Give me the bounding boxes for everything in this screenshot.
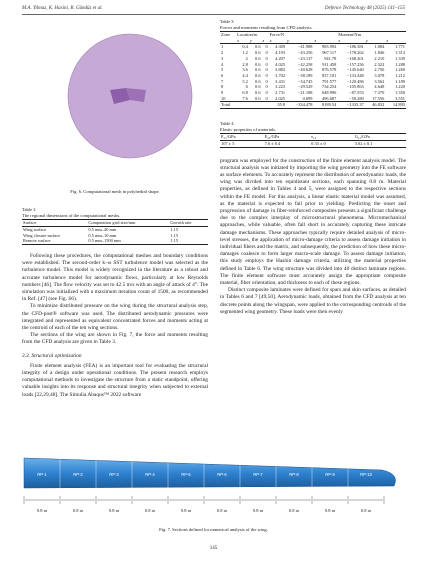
table-cell: 496.687: [322, 95, 337, 101]
table-cell: 791.577: [322, 78, 337, 84]
table-cell: 0: [265, 50, 268, 56]
table-cell: 3.225: [275, 84, 286, 90]
table3-subheader: y: [365, 37, 368, 43]
table4-title: Table 4: [220, 121, 234, 127]
table2-header-surface: Surface: [23, 220, 37, 226]
page-number: 145: [209, 546, 218, 551]
table2-subtitle: The regional dimensions of the computational meshs.: [22, 213, 121, 219]
table-cell: 2.8: [242, 61, 248, 67]
table-cell: −334.478: [295, 102, 313, 108]
table-cell: 1.15: [170, 238, 179, 244]
table-cell: 911.458: [322, 61, 337, 67]
body-paragraph: Distinct composite laminates were defined for spars and skin surfaces, as detailed in Tables 6 and 7 [49,50]. Aerodynamic loads, obtained from the CFD analysis at ten discrete points along the wingspan, were applied to the corresponding centroids of the segmented wing geometry. These loads were then evenly: [220, 287, 406, 315]
dimension-label: 0.8 m: [252, 508, 264, 513]
table3-header-moment: Moment/Nm: [338, 32, 361, 37]
table-cell: 0: [265, 67, 268, 73]
table2-title: Table 2: [22, 207, 36, 213]
table-cell: 1.288: [395, 61, 405, 67]
table3-subtitle: Forces and moments resulting from CFD analysis.: [220, 25, 313, 30]
table-cell: 0: [265, 84, 268, 90]
body-paragraph: Following these procedures, the computational meshes and boundary conditions were established. The second-order k–ω SST turbulence model was selected as the turbulence model. This model is widely recognized in the literature as a robust and accurate turbulence model for aerodynamic flows, particularly at low Reynolds numbers [46]. The flow velocity was set to 42.5 m/s with an angle of attack of 4°. The simulation was initialized with a maximum iteration count of 1500, as recommended in Ref. [47] (see Fig. S6).: [22, 253, 208, 303]
dimension-label: 0.8 m: [288, 508, 300, 513]
table4-header: E₂₂/GPa: [264, 134, 280, 140]
table-cell: 1.339: [395, 55, 405, 61]
table-cell: 0.6: [255, 67, 261, 73]
table-cell: 3.562: [374, 78, 385, 84]
table3-subheader: y: [249, 37, 252, 43]
table-cell: 0.099: [302, 95, 313, 101]
body-paragraph: program was employed for the construction of the finite element analysis model. The structural analysis was initiated by importing the wing geometry into the FE software as surface elements. To accurately represent the distribution of aerodynamic loads, the wing was divided into ten equidistant sections, each spanning 0.8 m. Material properties, as defined in Tables 4 and 5, were assigned to the respective sections within the FE model. For this analysis, a linear elastic material model was assumed, as the material is expected to fail prior to yielding. Predicting the onset and progression of damage in fiber-reinforced composites presents a significant challenge due to the complex interplay of microstructural phenomena. Micromechanical approaches, while valuable, often fall short in accurately capturing these intricate damage mechanisms. These approaches typically require detailed analysis of micro-level stresses, the application of micro-damage criteria to assess damage initiation in individual fibers and the matrix, and subsequently, the prediction of how these micro-damages coalesce to form larger macro-scale damage. To assess damage initiation, this study employs the Hashin damage criteria, utilizing the material properties defined in Table 6. The wing structure was divided into 40 distinct laminate regions. The finite element software must accurately assign the appropriate composite material, fiber orientation, and thickness to each of these regions.: [220, 157, 406, 286]
table-cell: 0.33 ± 0: [311, 140, 326, 146]
table-cell: [262, 102, 269, 109]
table-cell: −168.201: [346, 55, 364, 61]
fig7-caption: Fig. 7. Sections defined for numerical analysis of the wing.: [159, 527, 268, 532]
table-cell: Wing surface: [23, 226, 47, 232]
table-cell: 6: [245, 84, 248, 90]
table-cell: 0.5 mm–1500 mm: [88, 238, 121, 244]
table-cell: −21.188: [297, 90, 313, 96]
section-label: RP-6: [217, 472, 227, 477]
table-cell: 14.893: [392, 102, 405, 108]
table-cell: 1.189: [395, 78, 405, 84]
body-paragraph: To minimize distributed pressure on the wing during the structural analysis step, the CFD-post® software was used. The distributed aerodynamic pressures were integrated and represented as equivalent concentrated forces and moments acting at the centroid of each of the ten wing sections.: [22, 303, 208, 332]
table-cell: 3.02 ± 0.1: [354, 140, 373, 146]
table-cell: 0.5 mm–10 mm: [88, 232, 117, 238]
running-header-journal: Defence Technology 48 (2025) 141–155: [324, 6, 405, 11]
table-cell: 1.15: [170, 232, 179, 238]
table-cell: 0: [265, 72, 268, 78]
table-row: [22, 238, 208, 244]
dimension-label: 0.8 m: [180, 508, 192, 513]
body-paragraph: Finite element analysis (FEA) is an important tool for evaluating the structural integrity of a design under operational conditions. The present research employs computational methods to investigate the structure from a static standpoint, offering valuable insights into its response and structural integrity when subjected to external loads [22,29,48]. The Simulia Abaqus™ 2022 software: [22, 362, 208, 398]
header-rule: [22, 14, 405, 15]
section-label: RP-8: [289, 472, 299, 477]
table-cell: Remote surface: [23, 238, 51, 244]
table-cell: 0: [265, 61, 268, 67]
table-cell: 107 ± 5: [221, 140, 235, 146]
table-total-row: [220, 102, 406, 109]
table-cell: 8: [221, 84, 224, 90]
table-cell: 3.551: [395, 95, 405, 101]
table-cell: 2.025: [275, 95, 286, 101]
table2-header-grid: Computation grid size/mm: [88, 220, 136, 226]
table-cell: 3.431: [275, 78, 286, 84]
section-label: RP-7: [253, 472, 263, 477]
table-cell: 2.322: [374, 61, 385, 67]
table-cell: 3: [221, 55, 224, 61]
table-cell: [236, 102, 249, 109]
table-cell: 10: [221, 95, 226, 101]
table-cell: 6.8: [242, 90, 248, 96]
table-cell: 0.6: [255, 72, 261, 78]
table-cell: 0.6: [255, 55, 261, 61]
table3-subheader: z: [314, 37, 317, 43]
table-cell: 7: [221, 78, 224, 84]
table-cell: 0.6: [255, 95, 261, 101]
table-cell: 1.313: [395, 50, 405, 56]
table-cell: 2.731: [275, 90, 286, 96]
table-cell: 0.6: [255, 44, 261, 50]
table-cell: 3.078: [374, 72, 385, 78]
table-cell: 1.2: [242, 50, 248, 56]
table-cell: 7.370: [374, 90, 385, 96]
table-cell: −43.137: [297, 55, 313, 61]
table-cell: 1.260: [395, 67, 405, 73]
table4-header: E₁₁/GPa: [221, 134, 236, 140]
table-cell: 648.996: [322, 90, 337, 96]
table-cell: 4.309: [275, 44, 286, 50]
table3-header-zone: Zone: [221, 32, 231, 37]
table-cell: −41.988: [297, 44, 313, 50]
table-cell: 4.648: [374, 84, 385, 90]
body-paragraph: The sections of the wing are shown in Fig. 7, the force and moments resulting from the CFD analysis are given in Table 3.: [22, 332, 208, 346]
table-cell: −38.189: [297, 72, 313, 78]
table-cell: [249, 102, 262, 109]
table4: [220, 133, 406, 147]
table-cell: 0: [265, 95, 268, 101]
table-cell: 876.578: [322, 67, 337, 73]
table-cell: −50.280: [349, 95, 364, 101]
table-cell: −40.628: [297, 67, 313, 73]
table-cell: 1.771: [395, 44, 405, 50]
table-cell: −42.258: [297, 61, 313, 67]
table3-title: Table 3: [220, 19, 234, 24]
table-cell: −34.745: [297, 78, 313, 84]
table-cell: 3.6: [242, 67, 248, 73]
dimension-label: 0.8 m: [72, 508, 84, 513]
table-cell: 7.6 ± 0.4: [264, 140, 281, 146]
table-cell: −1333.37: [346, 102, 364, 108]
table4-header: ν₁₂: [311, 134, 317, 140]
table3-header-location: Location/m: [237, 32, 258, 37]
table-cell: 3.702: [275, 72, 286, 78]
table-cell: 0.6: [255, 50, 261, 56]
table-cell: −105.863: [346, 84, 364, 90]
table-cell: 1.15: [170, 226, 179, 232]
table-cell: 4: [221, 61, 224, 67]
dimension-label: 0.8 m: [360, 508, 372, 513]
table-cell: −145.640: [346, 67, 364, 73]
table3-subheader: x: [338, 37, 341, 43]
table-cell: 17.556: [372, 95, 385, 101]
table-cell: 1: [221, 44, 224, 50]
table-cell: 0.6: [255, 90, 261, 96]
dimension-label: 0.8 m: [108, 508, 120, 513]
table2-header-growth: Growth rate: [170, 220, 192, 226]
table-cell: 1.084: [374, 44, 385, 50]
table-cell: 4.025: [275, 61, 286, 67]
computational-mesh-figure: [22, 18, 208, 186]
table-cell: 0.6: [255, 84, 261, 90]
table-cell: 967.117: [322, 50, 337, 56]
running-header-authors: M.A. Yilmaz, K. Hasini, B. Gündüz et al.: [22, 6, 103, 11]
table-cell: −178.262: [346, 50, 364, 56]
table-cell: 8189.54: [322, 102, 337, 108]
table-cell: 4.207: [275, 55, 286, 61]
table-cell: 1.212: [395, 72, 405, 78]
table3-header-force: Force/N: [269, 32, 285, 37]
table-cell: 4.4: [242, 72, 248, 78]
table3-subheader: z: [262, 37, 265, 43]
section-label: RP-4: [145, 472, 155, 477]
fig6-caption: Fig. 6. Computational mesh in polyhedral shape.: [70, 189, 160, 194]
dimension-label: 0.8 m: [36, 508, 48, 513]
section-label: RP-10: [360, 472, 372, 477]
table-cell: 46.832: [372, 102, 385, 108]
table-cell: 9: [221, 90, 224, 96]
table-cell: 2.756: [374, 67, 385, 73]
wing-sections-figure: [22, 452, 405, 522]
table-cell: 0: [265, 78, 268, 84]
table-cell: 5: [221, 67, 224, 73]
table3-subheader: x: [269, 37, 272, 43]
table-cell: Total: [221, 102, 230, 108]
table-cell: 0: [265, 44, 268, 50]
table-cell: 2: [221, 50, 224, 56]
dimension-label: 0.8 m: [324, 508, 336, 513]
table-cell: 734.254: [322, 84, 337, 90]
table-cell: 1.846: [374, 50, 385, 56]
table-cell: 941.78: [324, 55, 337, 61]
table-cell: 1.350: [395, 90, 405, 96]
table-cell: 6: [221, 72, 224, 78]
table-cell: 983.992: [322, 44, 337, 50]
table4-header: G₁₂/GPa: [354, 134, 370, 140]
dimension-label: 0.8 m: [216, 508, 228, 513]
table-cell: −43.256: [297, 50, 313, 56]
table-cell: 2: [245, 55, 248, 61]
section-label: RP-2: [73, 472, 83, 477]
table-cell: 5.2: [242, 78, 248, 84]
table-cell: −120.486: [346, 78, 364, 84]
section-label: RP-3: [109, 472, 119, 477]
table4-subtitle: Elastic properties of materials.: [220, 127, 277, 133]
section-label: RP-9: [325, 472, 335, 477]
table-cell: −133.448: [346, 72, 364, 78]
table-cell: 0: [265, 90, 268, 96]
table-cell: −186.381: [346, 44, 364, 50]
table-cell: 0.6: [255, 78, 261, 84]
table-cell: 3.882: [275, 67, 286, 73]
table-row: [220, 140, 406, 147]
table-cell: 35.8: [277, 102, 286, 108]
table3: [220, 31, 406, 109]
table-cell: −87.553: [349, 90, 364, 96]
table-cell: 1.220: [395, 84, 405, 90]
table3-subheader: y: [287, 37, 290, 43]
table3-subheader: x: [237, 37, 240, 43]
section-heading: 3.3. Structural optimization: [22, 352, 82, 359]
table-cell: −29.529: [297, 84, 313, 90]
table-cell: 0.4: [242, 44, 248, 50]
table-cell: 7.6: [242, 95, 248, 101]
section-label: RP-1: [37, 472, 47, 477]
table-cell: 4.193: [275, 50, 286, 56]
table-cell: 0.6: [255, 61, 261, 67]
table-cell: 2.210: [374, 55, 385, 61]
table-cell: Wing closure surface: [23, 232, 61, 238]
table-cell: 837.101: [322, 72, 337, 78]
table3-subheader: z: [386, 37, 389, 43]
table2: [22, 219, 208, 245]
dimension-label: 0.8 m: [144, 508, 156, 513]
table-cell: 0.5 mm–40 mm: [88, 226, 117, 232]
table-cell: 0: [265, 55, 268, 61]
table-cell: −157.256: [346, 61, 364, 67]
section-label: RP-5: [181, 472, 191, 477]
